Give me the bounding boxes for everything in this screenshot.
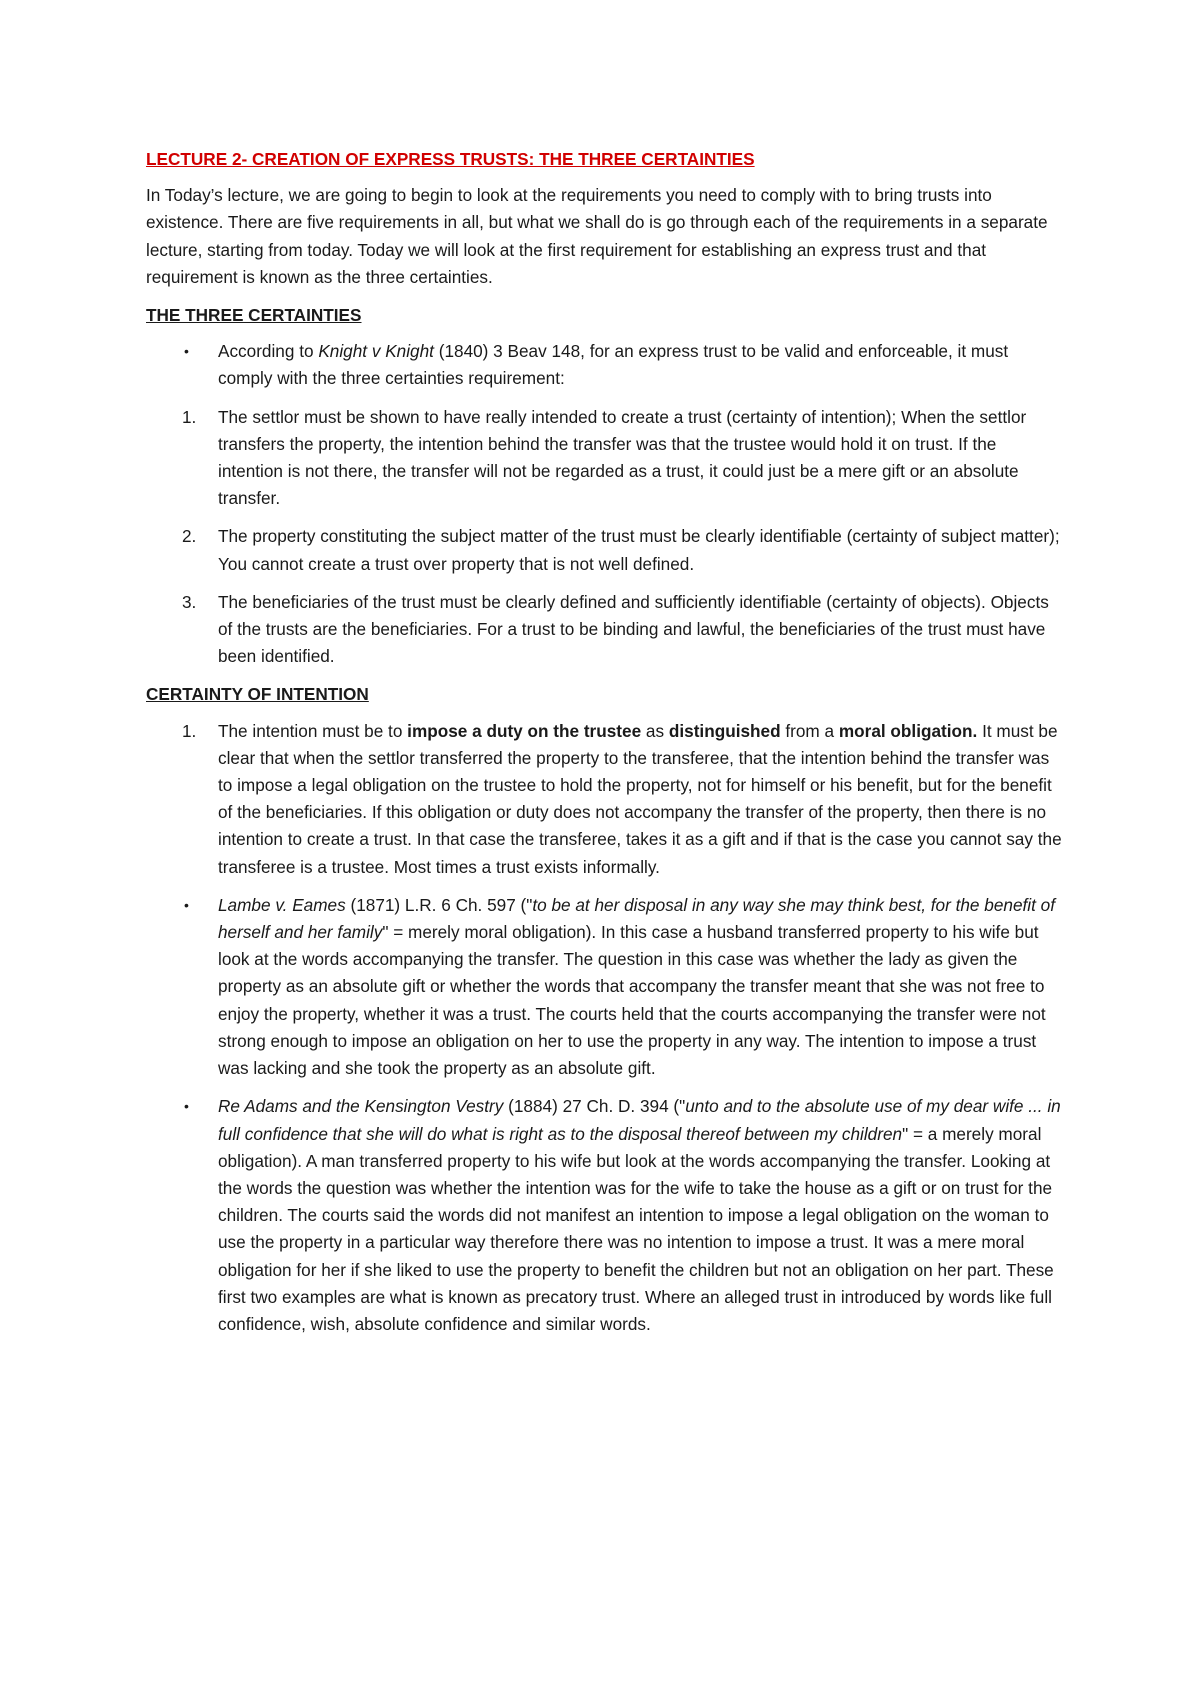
numbered-item-intention-1 — [146, 718, 1066, 881]
bullet-text — [218, 892, 1066, 1082]
case-name: Lambe v. Eames — [218, 894, 346, 915]
bullet-text — [218, 1093, 1066, 1338]
section-heading-certainty-of-intention: CERTAINTY OF INTENTION — [146, 684, 369, 705]
bullet-item-re-adams — [146, 1093, 1066, 1338]
numbered-item-3 — [146, 589, 1066, 671]
section-heading-three-certainties: THE THREE CERTAINTIES — [146, 305, 362, 326]
bold-run: impose a duty on the trustee — [407, 720, 642, 741]
numbered-item-2 — [146, 523, 1066, 577]
quotation: unto and to the absolute use of my dear wife ... in full confidence that she will do what is right as to the disposal thereof between my children — [218, 1096, 1061, 1144]
bullet-marker: • — [184, 896, 189, 913]
text-run: " = a merely moral obligation). A man transferred property to his wife but look at the words accompanying the transfer. Looking at the words the question was whether the intention was for the wife to take the house as a gift or on trust for the children. The courts said the words did not manifest an intention to impose a legal obligation on the woman to use the property in a particular way therefore there was no intention to impose a trust. It was a mere moral obligation for her if she liked to use the property to benefit the children but not an obligation on her part. These first two examples are what is known as precatory trust. Where an alleged trust in introduced by words like full confidence, wish, absolute confidence and similar words. — [218, 1123, 1054, 1334]
citation: (1871) L.R. 6 Ch. 597 (" — [345, 894, 533, 915]
text-run: from a — [780, 720, 839, 741]
list-number: 2. — [182, 526, 197, 547]
list-number: 3. — [182, 591, 197, 612]
case-name: Re Adams and the Kensington Vestry — [218, 1096, 504, 1117]
document-body — [146, 146, 1066, 1349]
text-run: It must be clear that when the settlor transferred the property to the transferee, that the intention behind the transfer was to impose a legal obligation on the trustee to hold the property, not for himself or his benefit, but for the benefit of the beneficiaries. If this obligation or duty does not accompany the transfer of the property, then there is no intention to create a trust. In that case the transferee, takes it as a gift and if that is the case you cannot say the transferee is a trustee. Most times a trust exists informally. — [218, 720, 1062, 877]
list-number: 1. — [182, 406, 197, 427]
bold-run: distinguished — [668, 720, 781, 741]
list-item-text: The property constituting the subject matter of the trust must be clearly identifiable (certainty of subject matter); You cannot create a trust over property that is not well defined. — [218, 526, 1060, 574]
intro-paragraph: In Today’s lecture, we are going to begin to look at the requirements you need to comply with to bring trusts into existence. There are five requirements in all, but what we shall do is go through each of the requirements in a separate lecture, starting from today. Today we will look at the first requirement for establishing an express trust and that requirement is known as the three certainties. — [146, 185, 1048, 287]
list-item-text — [218, 718, 1066, 881]
text-run: According to — [218, 341, 319, 362]
citation: (1884) 27 Ch. D. 394 (" — [503, 1096, 686, 1117]
lecture-title: LECTURE 2- CREATION OF EXPRESS TRUSTS: THE THREE CERTAINTIES — [146, 149, 755, 169]
numbered-item-1 — [146, 404, 1066, 513]
text-run: The intention must be to — [218, 720, 408, 741]
list-item-text: The settlor must be shown to have really intended to create a trust (certainty of intention); When the settlor transfers the property, the intention behind the transfer was that the trustee would hold it on trust. If the intention is not there, the transfer will not be regarded as a trust, it could just be a mere gift or an absolute transfer. — [218, 406, 1027, 509]
quotation: to be at her disposal in any way she may think best, for the benefit of herself and her family — [218, 894, 1055, 943]
text-run: " = merely moral obligation). In this case a husband transferred property to his wife but look at the words accompanying the transfer. The question in this case was whether the lady as given the property as an absolute gift or whether the words that accompany the transfer meant that she was not free to enjoy the property, whether it was a trust. The courts held that the courts accompanying the transfer were not strong enough to impose an obligation on her to use the property in any way. The intention to impose a trust was lacking and she took the property as an absolute gift. — [218, 922, 1046, 1079]
bullet-text — [218, 338, 1066, 392]
bold-run: moral obligation. — [838, 720, 978, 741]
bullet-marker: • — [184, 343, 189, 360]
bullet-item-lambe — [146, 892, 1066, 1082]
text-run: as — [641, 720, 669, 741]
case-name: Knight v Knight — [318, 341, 434, 362]
list-number: 1. — [182, 720, 197, 741]
list-item-text: The beneficiaries of the trust must be clearly defined and sufficiently identifiable (certainty of objects). Objects of the trusts are the beneficiaries. For a trust to be binding and lawful, the beneficiaries of the trust must have been identified. — [218, 591, 1049, 667]
bullet-marker: • — [184, 1098, 189, 1115]
bullet-item-knight — [146, 338, 1066, 392]
text-run: (1840) 3 Beav 148, for an express trust to be valid and enforceable, it must comply with the three certainties requirement: — [218, 341, 1009, 389]
